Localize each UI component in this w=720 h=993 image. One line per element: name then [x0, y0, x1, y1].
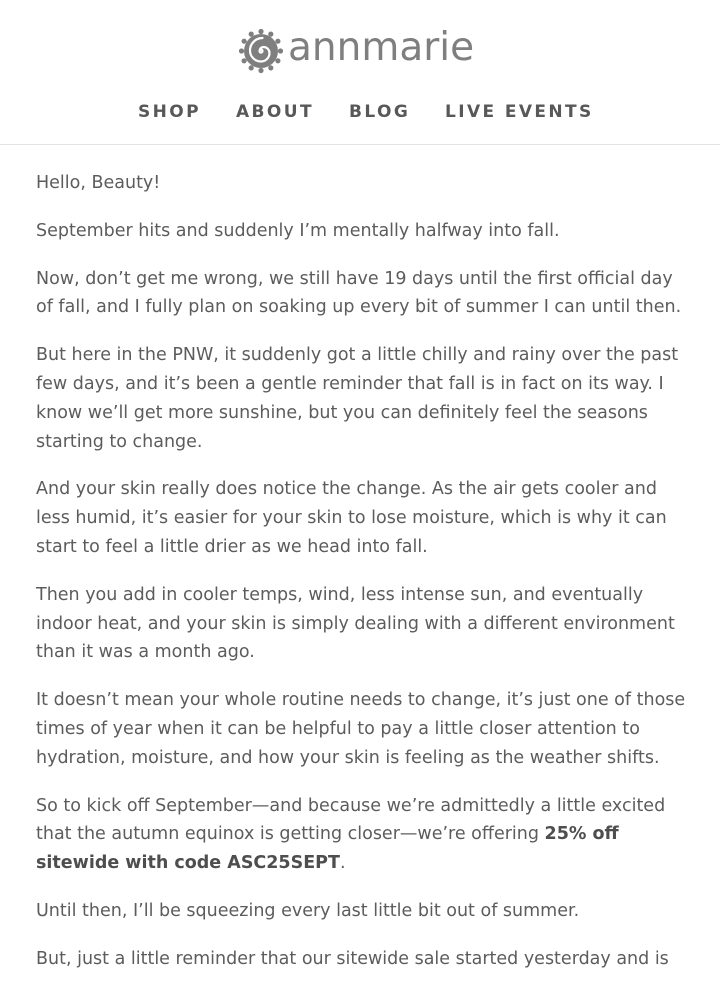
- email-header: [0, 0, 720, 145]
- body-paragraph: And your skin really does notice the change. As the air gets cooler and less humid, it’s easier for your skin to lose moisture, which is why it can start to feel a little drier as we head into fall.: [36, 479, 667, 557]
- greeting: Hello, Beauty!: [36, 173, 161, 193]
- offer-paragraph: [36, 792, 688, 878]
- cut-off-paragraph: But, just a little reminder that our sitewide sale started yesterday and is: [36, 948, 669, 969]
- nav-item-live-events[interactable]: LIVE EVENTS: [445, 102, 594, 122]
- closing-paragraph: Until then, I’ll be squeezing every last little bit out of summer.: [36, 900, 580, 921]
- nav-item-shop[interactable]: SHOP: [138, 102, 201, 122]
- sun-spiral-logo-icon: [238, 28, 284, 74]
- body-paragraph: Then you add in cooler temps, wind, less intense sun, and eventually indoor heat, and your skin is simply dealing with a different environment than it was a month ago.: [36, 584, 675, 663]
- body-paragraph: It doesn’t mean your whole routine needs to change, it’s just one of those times of year when it can be helpful to pay a little closer attention to hydration, moisture, and how your skin is feeling as the weather shifts.: [36, 690, 686, 768]
- nav-item-blog[interactable]: BLOG: [349, 102, 411, 122]
- email-body: [36, 169, 688, 993]
- body-paragraph: September hits and suddenly I’m mentally halfway into fall.: [36, 220, 560, 241]
- main-nav: [0, 100, 720, 124]
- brand-logo[interactable]: [238, 27, 474, 75]
- offer-text-before: So to kick off September—and because we’re admittedly a little excited that the autumn equinox is getting closer—we’re offering: [36, 795, 666, 845]
- offer-text-after: .: [339, 853, 346, 874]
- body-paragraph: But here in the PNW, it suddenly got a little chilly and rainy over the past few days, and it’s been a gentle reminder that fall is in fact on its way. I know we’ll get more sunshine, but you can definitely feel the seasons starting to change.: [36, 345, 679, 452]
- nav-item-about[interactable]: ABOUT: [236, 102, 314, 122]
- brand-name: annmarie: [288, 25, 475, 70]
- discount-code: 25% off sitewide with code ASC25SEPT: [36, 824, 619, 874]
- body-paragraph: Now, don’t get me wrong, we still have 19 days until the first official day of fall, and I fully plan on soaking up every bit of summer I can until then.: [36, 268, 682, 318]
